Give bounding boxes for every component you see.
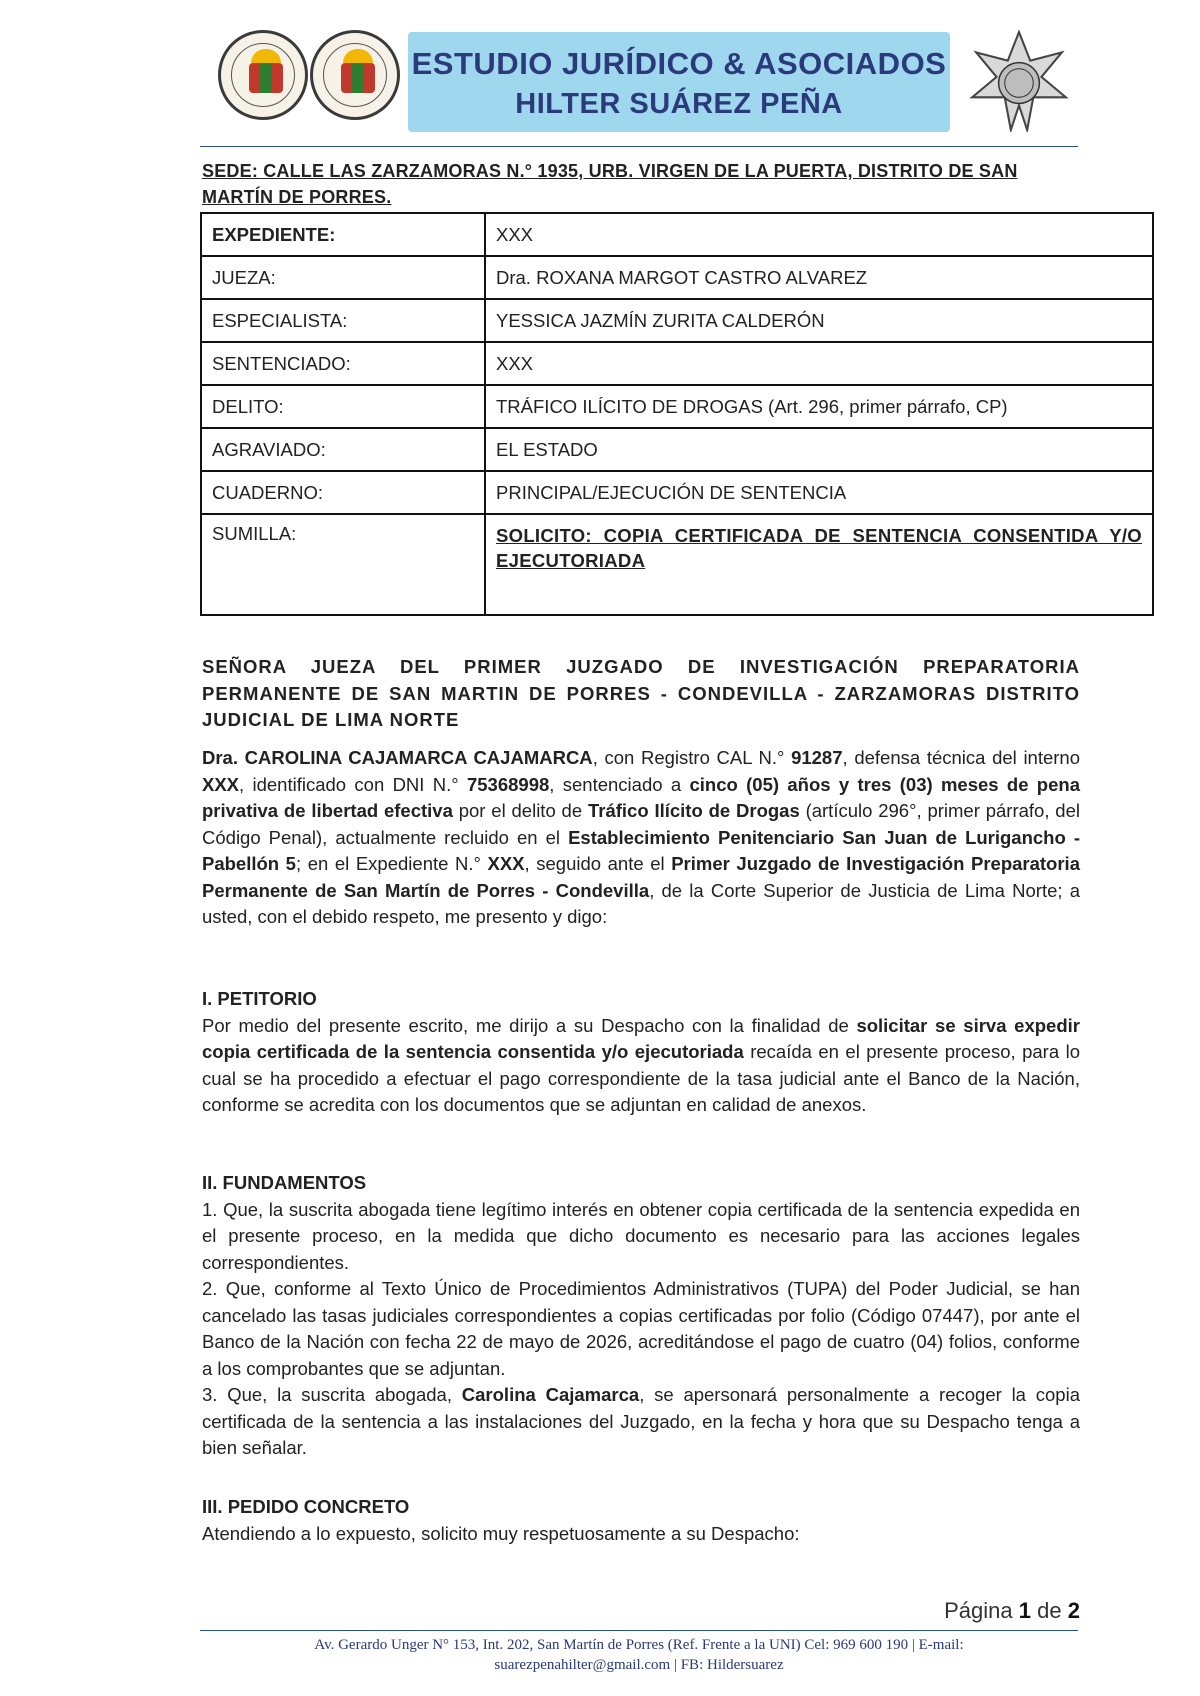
footer-contact: suarezpenahilter@gmail.com | FB: Hildersuarez <box>494 1657 784 1673</box>
lawyer-name: Dra. CAROLINA CAJAMARCA CAJAMARCA <box>202 747 593 768</box>
petitorio-text: Por medio del presente escrito, me dirijo a su Despacho con la finalidad de <box>202 1014 857 1036</box>
intro-text: , sentenciado a <box>549 773 690 795</box>
star-badge-icon <box>968 30 1070 132</box>
cuaderno-label: CUADERNO: <box>201 471 485 514</box>
sentence-length: cinco (05) años y tres (03) meses de pena privativa de libertad efectiva <box>202 773 1080 821</box>
especialista-value: YESSICA JAZMÍN ZURITA CALDERÓN <box>485 299 1153 342</box>
intro-text: (artículo 296°, primer párrafo, del Código Penal), actualmente recluido en el <box>202 800 1080 848</box>
petitorio-section <box>202 986 1080 1119</box>
petitorio-text: recaída en el presente proceso, para lo cual se ha procedido a efectuar el pago correspondiente de la tasa judicial ante el Banco de la Nación, conforme se acredita con los documentos que se adjuntan en calidad de anexos. <box>202 1041 1080 1115</box>
agraviado-value: EL ESTADO <box>485 428 1153 471</box>
page-total: 2 <box>1067 1598 1080 1623</box>
office-address: SEDE: CALLE LAS ZARZAMORAS N.° 1935, URB. VIRGEN DE LA PUERTA, DISTRITO DE SAN MARTÍN DE PORRES. <box>202 161 1018 207</box>
jueza-label: JUEZA: <box>201 256 485 299</box>
handshake-emblem-icon <box>249 63 283 93</box>
fundamento-3 <box>202 1382 1080 1462</box>
addressee: SEÑORA JUEZA DEL PRIMER JUZGADO DE INVESTIGACIÓN PREPARATORIA PERMANENTE DE SAN MARTIN DE PORRES - CONDEVILLA - ZARZAMORAS DISTRITO JUDICIAL DE LIMA NORTE <box>202 656 1080 730</box>
sun-emblem-icon <box>343 49 373 63</box>
lawyer-short-name: Carolina Cajamarca <box>461 1384 640 1405</box>
intro-text: ; en el Expediente N.° <box>295 853 488 874</box>
page-of: de <box>1037 1598 1062 1623</box>
section-heading: II. FUNDAMENTOS <box>202 1172 367 1193</box>
table-row <box>201 428 1153 471</box>
page-word: Página <box>944 1598 1013 1623</box>
crime-name: Tráfico Ilícito de Drogas <box>587 800 800 821</box>
table-row <box>201 471 1153 514</box>
sentenciado-label: SENTENCIADO: <box>201 342 485 385</box>
sentenciado-value: XXX <box>485 342 1153 385</box>
handshake-emblem-icon <box>341 63 375 93</box>
pedido-section <box>202 1494 1080 1547</box>
section-heading: I. PETITORIO <box>202 988 317 1009</box>
delito-value: TRÁFICO ILÍCITO DE DROGAS (Art. 296, primer párrafo, CP) <box>485 385 1153 428</box>
intro-text: , con Registro CAL N.° <box>592 747 792 768</box>
cal-number: 91287 <box>791 747 843 768</box>
table-row <box>201 385 1153 428</box>
pedido-paragraph: Atendiendo a lo expuesto, solicito muy respetuosamente a su Despacho: <box>202 1522 800 1544</box>
firm-name: ESTUDIO JURÍDICO & ASOCIADOS <box>411 46 947 81</box>
section-heading: III. PEDIDO CONCRETO <box>202 1496 410 1517</box>
table-row <box>201 514 1153 615</box>
page-number <box>944 1598 1080 1624</box>
institution-seal-left <box>218 30 308 120</box>
fundamento-text: , se apersonará personalmente a recoger la copia certificada de la sentencia a las instalaciones del Juzgado, en la fecha y hora que su Despacho tenga a bien señalar. <box>202 1384 1080 1458</box>
petitorio-request: solicitar se sirva expedir copia certificada de la sentencia consentida y/o ejecutoriada <box>202 1014 1080 1062</box>
footer-rule <box>200 1630 1078 1631</box>
page-current: 1 <box>1018 1598 1032 1623</box>
delito-label: DELITO: <box>201 385 485 428</box>
sumilla-cell <box>485 514 1153 615</box>
fundamento-text: 3. Que, la suscrita abogada, <box>202 1384 462 1405</box>
fundamento-2: 2. Que, conforme al Texto Único de Procedimientos Administrativos (TUPA) del Poder Judicial, se han cancelado las tasas judiciales correspondientes a copias certificadas por folio (Código 07447), por ante el Banco de la Nación con fecha 22 de mayo de 2026, acreditándose el pago de cuatro (04) folios, conforme a los comprobantes que se adjuntan. <box>202 1278 1080 1379</box>
especialista-label: ESPECIALISTA: <box>201 299 485 342</box>
table-row <box>201 256 1153 299</box>
case-number: XXX <box>487 853 525 874</box>
intro-paragraph <box>202 745 1080 931</box>
sun-emblem-icon <box>251 49 281 63</box>
table-row <box>201 213 1153 256</box>
expediente-value: XXX <box>485 213 1153 256</box>
intro-text: , defensa técnica del interno <box>842 747 1081 768</box>
intro-text: por el delito de <box>452 800 588 821</box>
table-row <box>201 299 1153 342</box>
expediente-label: EXPEDIENTE: <box>201 213 485 256</box>
intro-text: , identificado con DNI N.° <box>239 773 467 795</box>
cuaderno-value: PRINCIPAL/EJECUCIÓN DE SENTENCIA <box>485 471 1153 514</box>
case-info-table <box>200 212 1154 616</box>
fundamento-1: 1. Que, la suscrita abogada tiene legítimo interés en obtener copia certificada de la sentencia expedida en el presente proceso, en la medida que dicho documento es necesario para las acciones legales correspondientes. <box>202 1198 1080 1273</box>
court-name: Primer Juzgado de Investigación Preparatoria Permanente de San Martín de Porres - Condevilla <box>202 853 1080 901</box>
sumilla-label: SUMILLA: <box>201 514 485 615</box>
intro-text: , de la Corte Superior de Justicia de Lima Norte; a usted, con el debido respeto, me presento y digo: <box>202 879 1080 927</box>
petitorio-paragraph <box>202 1013 1080 1119</box>
footer-address: Av. Gerardo Unger N° 153, Int. 202, San Martín de Porres (Ref. Frente a la UNI) Cel: 969 600 190 | E-mail: <box>314 1637 964 1653</box>
prison-name: Establecimiento Penitenciario San Juan de Lurigancho - Pabellón 5 <box>202 826 1080 874</box>
fundamentos-section <box>202 1170 1080 1462</box>
table-row <box>201 342 1153 385</box>
firm-owner: HILTER SUÁREZ PEÑA <box>515 88 843 120</box>
inmate-name: XXX <box>202 773 240 795</box>
intro-text: , seguido ante el <box>524 853 672 874</box>
agraviado-label: AGRAVIADO: <box>201 428 485 471</box>
sumilla-value: SOLICITO: COPIA CERTIFICADA DE SENTENCIA CONSENTIDA Y/O EJECUTORIADA <box>496 525 1142 571</box>
institution-seal-right <box>310 30 400 120</box>
header-rule <box>200 146 1078 147</box>
jueza-value: Dra. ROXANA MARGOT CASTRO ALVAREZ <box>485 256 1153 299</box>
firm-banner <box>408 32 950 132</box>
dni-number: 75368998 <box>466 773 550 795</box>
